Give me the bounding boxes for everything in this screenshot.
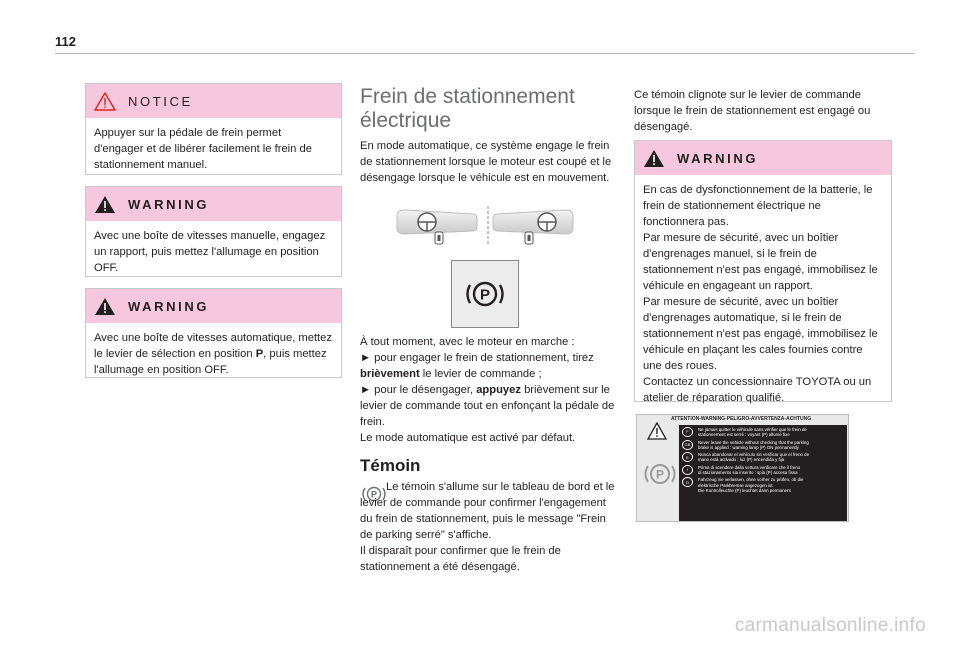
- temoin-text: Le témoin s'allume sur le tableau de bord et le levier de commande pour confirmer l'engagement du frein de stationnement, puis le message "Frein de parking serré" s'affiche.: [360, 481, 615, 541]
- warning-triangle-icon: [643, 149, 665, 168]
- warning-battery-title: WARNING: [677, 150, 759, 166]
- parking-brake-icon: [641, 457, 679, 491]
- label-row: I Prima di scendere dalla vettura verificare che il freno di stazionamento sia inserito : spia (P) accesa fissa: [682, 465, 847, 476]
- watermark: carmanualsonline.info: [734, 615, 926, 636]
- warning-manual-header: [86, 187, 341, 221]
- warning-label-image: [636, 414, 849, 522]
- label-header: ATTENTION-WARNING-PELIGRO-AVVERTENZA-ACHTUNG: [671, 416, 812, 422]
- warning-manual-title: WARNING: [128, 196, 210, 212]
- language-code-badge: GB: [682, 440, 693, 450]
- warning-triangle-icon: [94, 297, 116, 316]
- warning-battery-callout: [634, 140, 892, 402]
- language-code-badge: E: [682, 452, 693, 462]
- label-text-panel: [679, 425, 847, 521]
- svg-text:P: P: [370, 489, 378, 500]
- bullet-icon: ►: [360, 352, 372, 364]
- temoin-text-2: Il disparaît pour confirmer que le frein de stationnement a été désengagé.: [360, 545, 561, 573]
- warning-auto-title: WARNING: [128, 298, 210, 314]
- language-code-badge: D: [682, 477, 693, 487]
- svg-text:P: P: [655, 467, 665, 482]
- page-number: 112: [55, 34, 76, 49]
- warning-triangle-icon: [647, 422, 667, 440]
- notice-header: [86, 84, 341, 118]
- label-row: E Nunca abandonar el vehículo sin verificar que el freno de mano está activado : luz (P) encendida y fija: [682, 452, 847, 463]
- notice-title: NOTICE: [128, 93, 193, 109]
- notice-text: Appuyer sur la pédale de frein permet d'engager et de libérer facilement le frein de stationnement manuel.: [94, 127, 312, 171]
- top-divider: [55, 53, 915, 54]
- bullet-icon: ►: [360, 384, 372, 396]
- svg-text:P: P: [479, 286, 491, 304]
- temoin-title: Témoin: [360, 456, 421, 475]
- manual-operation-text: À tout moment, avec le moteur en marche : ► pour engager le frein de stationnement, tirez brièvement le levier de commande ; ► pour le désengager, appuyez brièvement sur le levier de commande tout en enfonçant la pédale de frein. Le mode automatique est activé par défaut.: [360, 336, 615, 444]
- position-p: P: [255, 348, 264, 360]
- warning-manual-text: Avec une boîte de vitesses manuelle, engagez un rapport, puis mettez l'allumage en position OFF.: [94, 230, 326, 274]
- warning-triangle-icon: [94, 92, 116, 111]
- warning-battery-text: En cas de dysfonctionnement de la batterie, le frein de stationnement électrique ne fonctionnera pas. Par mesure de sécurité, avec un boîtier d'engrenages manuel, si le frein de stationnement n'est pas engagé, immobilisez le véhicule en engageant un rapport. Par mesure de sécurité, avec un boîtier d'engrenages automatique, si le frein de stationnement n'est pas engagé, immobilisez le véhicule en plaçant les cales fournies contre une des roues. Contactez un concessionnaire TOYOTA ou un atelier de réparation qualifié.: [643, 184, 878, 404]
- label-row: GB Never leave the vehicle without checking that the parking brake is applied : warning lamp (P) ON permanently: [682, 440, 847, 451]
- blink-text: Ce témoin clignote sur le levier de commande lorsque le frein de stationnement est engagé ou désengagé.: [634, 89, 871, 133]
- section-title: Frein de stationnement électrique: [360, 85, 575, 132]
- parking-brake-icon: [452, 261, 518, 327]
- language-code-badge: I: [682, 465, 693, 475]
- parking-brake-button-illustration: [451, 260, 519, 328]
- warning-auto-text: Avec une boîte de vitesses automatique, mettez le levier de sélection en position P, puis mettez l'allumage en position OFF.: [94, 332, 332, 376]
- notice-callout: [85, 83, 342, 175]
- parking-brake-lever-illustration: [395, 202, 575, 248]
- warning-auto-callout: [85, 288, 342, 378]
- section-intro: En mode automatique, ce système engage le frein de stationnement lorsque le moteur est coupé et le désengage lorsque le véhicule est en mouvement.: [360, 140, 612, 184]
- warning-auto-header: [86, 289, 341, 323]
- language-code-badge: F: [682, 427, 693, 437]
- warning-triangle-icon: [94, 195, 116, 214]
- warning-battery-header: [635, 141, 891, 175]
- label-row: F Ne jamais quitter le véhicule sans vérifier que le frein de stationnement est serré : voyant (P) allumé fixe: [682, 427, 847, 438]
- warning-manual-callout: [85, 186, 342, 277]
- label-row: D Fahrzeug nie verlassen, ohne vorher zu prüfen, ob die elektrische Parkbremse angezogen ist. Die Kontrolleuchte (P) leuchtet dann permanent: [682, 477, 847, 493]
